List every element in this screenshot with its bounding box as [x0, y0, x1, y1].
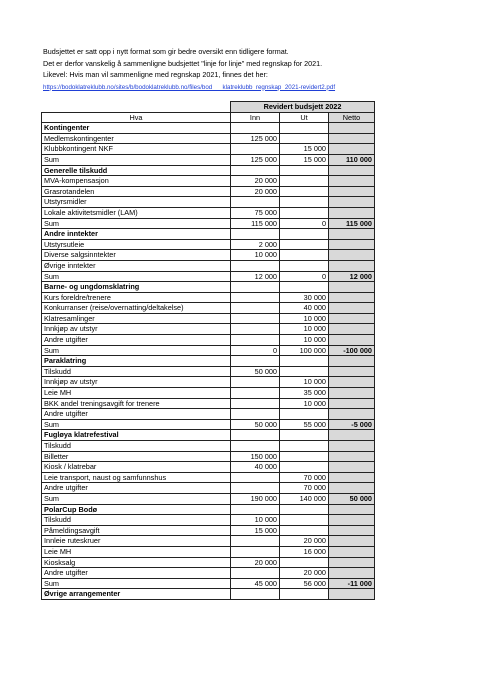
row-label: Innleie ruteskruer [42, 536, 231, 547]
row-ut: 20 000 [280, 568, 329, 579]
table-row [42, 313, 375, 324]
row-ut [280, 430, 329, 441]
row-ut [280, 186, 329, 197]
row-ut [280, 589, 329, 600]
row-inn [231, 165, 280, 176]
row-netto [329, 335, 375, 346]
row-ut: 10 000 [280, 335, 329, 346]
section-header-row [42, 282, 375, 293]
row-netto [329, 282, 375, 293]
row-inn: 125 000 [231, 133, 280, 144]
row-inn: 10 000 [231, 250, 280, 261]
row-netto: 115 000 [329, 218, 375, 229]
row-inn [231, 282, 280, 293]
row-inn [231, 409, 280, 420]
row-netto: 110 000 [329, 154, 375, 165]
row-label: Kontingenter [42, 123, 231, 134]
row-inn [231, 197, 280, 208]
row-label: Generelle tilskudd [42, 165, 231, 176]
row-ut: 70 000 [280, 472, 329, 483]
row-label: Sum [42, 218, 231, 229]
row-inn: 50 000 [231, 366, 280, 377]
row-ut [280, 515, 329, 526]
row-ut: 30 000 [280, 292, 329, 303]
row-ut: 100 000 [280, 345, 329, 356]
row-netto [329, 483, 375, 494]
row-ut [280, 229, 329, 240]
table-row [42, 366, 375, 377]
row-netto [329, 398, 375, 409]
table-row [42, 324, 375, 335]
row-inn: 190 000 [231, 493, 280, 504]
row-inn: 20 000 [231, 176, 280, 187]
row-inn [231, 441, 280, 452]
row-inn [231, 292, 280, 303]
row-label: Kurs foreldre/trenere [42, 292, 231, 303]
row-netto [329, 207, 375, 218]
table-row [42, 292, 375, 303]
row-inn [231, 504, 280, 515]
row-ut [280, 133, 329, 144]
intro-line-2: Det er derfor vanskelig å sammenligne budsjettet "linje for linje" med regnskap for 2021. [43, 58, 323, 68]
row-label: Andre utgifter [42, 568, 231, 579]
col-header-netto: Netto [329, 112, 375, 123]
row-label: Grasrotandelen [42, 186, 231, 197]
row-ut [280, 250, 329, 261]
row-inn: 40 000 [231, 462, 280, 473]
row-netto [329, 356, 375, 367]
table-row [42, 546, 375, 557]
row-label: Barne- og ungdomsklatring [42, 282, 231, 293]
table-row [42, 197, 375, 208]
row-netto [329, 430, 375, 441]
row-inn: 10 000 [231, 515, 280, 526]
row-inn: 45 000 [231, 578, 280, 589]
table-row [42, 335, 375, 346]
table-row [42, 239, 375, 250]
row-label: Innkjøp av utstyr [42, 377, 231, 388]
sum-row [42, 493, 375, 504]
row-label: Klatresamlinger [42, 313, 231, 324]
row-label: Tilskudd [42, 441, 231, 452]
row-label: Andre utgifter [42, 409, 231, 420]
row-netto [329, 250, 375, 261]
row-label: Paraklatring [42, 356, 231, 367]
row-ut [280, 557, 329, 568]
table-row [42, 186, 375, 197]
section-header-row [42, 504, 375, 515]
row-netto [329, 197, 375, 208]
table-row [42, 557, 375, 568]
row-netto [329, 176, 375, 187]
row-ut: 10 000 [280, 324, 329, 335]
row-label: Konkurranser (reise/overnatting/deltakelse) [42, 303, 231, 314]
row-ut: 140 000 [280, 493, 329, 504]
row-netto [329, 536, 375, 547]
row-netto [329, 123, 375, 134]
row-ut [280, 282, 329, 293]
row-netto [329, 377, 375, 388]
table-row [42, 133, 375, 144]
row-netto [329, 589, 375, 600]
table-row [42, 398, 375, 409]
row-netto: -100 000 [329, 345, 375, 356]
row-label: PolarCup Bodø [42, 504, 231, 515]
row-inn: 2 000 [231, 239, 280, 250]
table-row [42, 409, 375, 420]
row-inn: 12 000 [231, 271, 280, 282]
section-header-row [42, 229, 375, 240]
table-row [42, 250, 375, 261]
section-header-row [42, 589, 375, 600]
row-ut [280, 197, 329, 208]
row-netto [329, 303, 375, 314]
row-inn [231, 335, 280, 346]
row-inn [231, 536, 280, 547]
table-row [42, 568, 375, 579]
row-netto [329, 229, 375, 240]
row-netto [329, 557, 375, 568]
row-inn [231, 472, 280, 483]
row-ut: 10 000 [280, 377, 329, 388]
section-header-row [42, 123, 375, 134]
row-inn [231, 546, 280, 557]
row-inn [231, 303, 280, 314]
intro-text [43, 46, 335, 93]
row-ut: 0 [280, 271, 329, 282]
row-inn: 50 000 [231, 419, 280, 430]
table-row [42, 483, 375, 494]
row-netto [329, 441, 375, 452]
row-inn: 15 000 [231, 525, 280, 536]
table-row [42, 472, 375, 483]
row-label: Sum [42, 578, 231, 589]
table-row [42, 515, 375, 526]
row-inn: 75 000 [231, 207, 280, 218]
row-inn [231, 398, 280, 409]
row-label: Medlemskontingenter [42, 133, 231, 144]
row-label: Andre utgifter [42, 483, 231, 494]
row-ut [280, 176, 329, 187]
table-row [42, 525, 375, 536]
row-ut: 55 000 [280, 419, 329, 430]
row-inn: 0 [231, 345, 280, 356]
table-row [42, 536, 375, 547]
row-netto [329, 186, 375, 197]
sum-row [42, 419, 375, 430]
row-ut [280, 451, 329, 462]
row-inn [231, 123, 280, 134]
row-label: Tilskudd [42, 515, 231, 526]
row-label: Utstyrsutleie [42, 239, 231, 250]
table-row [42, 260, 375, 271]
col-header-ut: Ut [280, 112, 329, 123]
row-inn: 20 000 [231, 186, 280, 197]
section-header-row [42, 165, 375, 176]
row-ut [280, 356, 329, 367]
row-label: Diverse salgsinntekter [42, 250, 231, 261]
row-ut [280, 207, 329, 218]
row-ut: 15 000 [280, 144, 329, 155]
row-label: Sum [42, 419, 231, 430]
row-netto [329, 239, 375, 250]
row-label: Øvrige arrangementer [42, 589, 231, 600]
intro-line-1: Budsjettet er satt opp i nytt format som gir bedre oversikt enn tidligere format. [43, 47, 289, 56]
row-label: Kiosk / klatrebar [42, 462, 231, 473]
table-row [42, 388, 375, 399]
row-inn [231, 568, 280, 579]
row-label: Innkjøp av utstyr [42, 324, 231, 335]
row-label: Klubbkontingent NKF [42, 144, 231, 155]
sum-row [42, 578, 375, 589]
sum-row [42, 218, 375, 229]
table-row [42, 303, 375, 314]
row-label: Sum [42, 271, 231, 282]
table-row [42, 441, 375, 452]
row-inn [231, 589, 280, 600]
row-ut [280, 366, 329, 377]
row-label: BKK andel treningsavgift for trenere [42, 398, 231, 409]
row-inn [231, 483, 280, 494]
row-label: Leie MH [42, 546, 231, 557]
table-row [42, 144, 375, 155]
row-netto: 12 000 [329, 271, 375, 282]
row-netto [329, 366, 375, 377]
row-label: Sum [42, 154, 231, 165]
row-ut: 56 000 [280, 578, 329, 589]
row-netto [329, 165, 375, 176]
row-ut [280, 462, 329, 473]
row-netto [329, 388, 375, 399]
row-label: Kiosksalg [42, 557, 231, 568]
row-netto [329, 324, 375, 335]
row-label: Tilskudd [42, 366, 231, 377]
row-label: Sum [42, 493, 231, 504]
sum-row [42, 345, 375, 356]
intro-line-3: Likevel: Hvis man vil sammenligne med regnskap 2021, finnes det her: [43, 70, 268, 79]
row-netto: -5 000 [329, 419, 375, 430]
row-netto [329, 133, 375, 144]
row-netto [329, 260, 375, 271]
row-netto [329, 546, 375, 557]
sum-row [42, 154, 375, 165]
row-netto: -11 000 [329, 578, 375, 589]
budget-table [41, 101, 375, 600]
row-inn: 115 000 [231, 218, 280, 229]
row-inn [231, 144, 280, 155]
row-label: Lokale aktivitetsmidler (LAM) [42, 207, 231, 218]
row-label: Andre utgifter [42, 335, 231, 346]
row-label: MVA-kompensasjon [42, 176, 231, 187]
row-inn [231, 229, 280, 240]
row-label: Leie transport, naust og samfunnshus [42, 472, 231, 483]
row-netto [329, 472, 375, 483]
table-row [42, 451, 375, 462]
row-netto [329, 292, 375, 303]
row-ut: 15 000 [280, 154, 329, 165]
section-header-row [42, 356, 375, 367]
row-ut [280, 123, 329, 134]
row-inn [231, 313, 280, 324]
row-label: Billetter [42, 451, 231, 462]
row-label: Leie MH [42, 388, 231, 399]
row-inn: 150 000 [231, 451, 280, 462]
row-netto [329, 525, 375, 536]
row-inn [231, 430, 280, 441]
row-netto: 50 000 [329, 493, 375, 504]
row-label: Øvrige inntekter [42, 260, 231, 271]
row-inn: 125 000 [231, 154, 280, 165]
row-ut: 10 000 [280, 313, 329, 324]
section-header-row [42, 430, 375, 441]
row-ut [280, 441, 329, 452]
row-inn: 20 000 [231, 557, 280, 568]
row-inn [231, 388, 280, 399]
row-netto [329, 313, 375, 324]
row-ut [280, 504, 329, 515]
row-ut: 20 000 [280, 536, 329, 547]
table-row [42, 176, 375, 187]
row-inn [231, 377, 280, 388]
budget-group-header: Revidert budsjett 2022 [231, 102, 375, 113]
row-netto [329, 568, 375, 579]
row-ut: 40 000 [280, 303, 329, 314]
row-label: Sum [42, 345, 231, 356]
row-ut: 35 000 [280, 388, 329, 399]
row-label: Påmeldingsavgift [42, 525, 231, 536]
col-header-inn: Inn [231, 112, 280, 123]
row-ut [280, 260, 329, 271]
row-ut [280, 165, 329, 176]
col-header-hva: Hva [42, 112, 231, 123]
row-netto [329, 451, 375, 462]
row-inn [231, 356, 280, 367]
row-netto [329, 515, 375, 526]
row-ut [280, 525, 329, 536]
row-ut: 16 000 [280, 546, 329, 557]
sum-row [42, 271, 375, 282]
row-inn [231, 260, 280, 271]
row-ut [280, 409, 329, 420]
row-label: Fugløya klatrefestival [42, 430, 231, 441]
row-netto [329, 504, 375, 515]
row-label: Utstyrsmidler [42, 197, 231, 208]
row-netto [329, 462, 375, 473]
regnskap-link[interactable]: https://bodoklatreklubb.no/sites/b/bodoklatreklubb.no/files/bod___klatreklubb_regnskap_2021-revidert2.pdf [43, 83, 336, 91]
row-ut [280, 239, 329, 250]
table-row [42, 377, 375, 388]
row-netto [329, 144, 375, 155]
row-label: Andre inntekter [42, 229, 231, 240]
row-ut: 0 [280, 218, 329, 229]
row-ut: 10 000 [280, 398, 329, 409]
table-row [42, 462, 375, 473]
row-ut: 70 000 [280, 483, 329, 494]
row-inn [231, 324, 280, 335]
row-netto [329, 409, 375, 420]
table-row [42, 207, 375, 218]
